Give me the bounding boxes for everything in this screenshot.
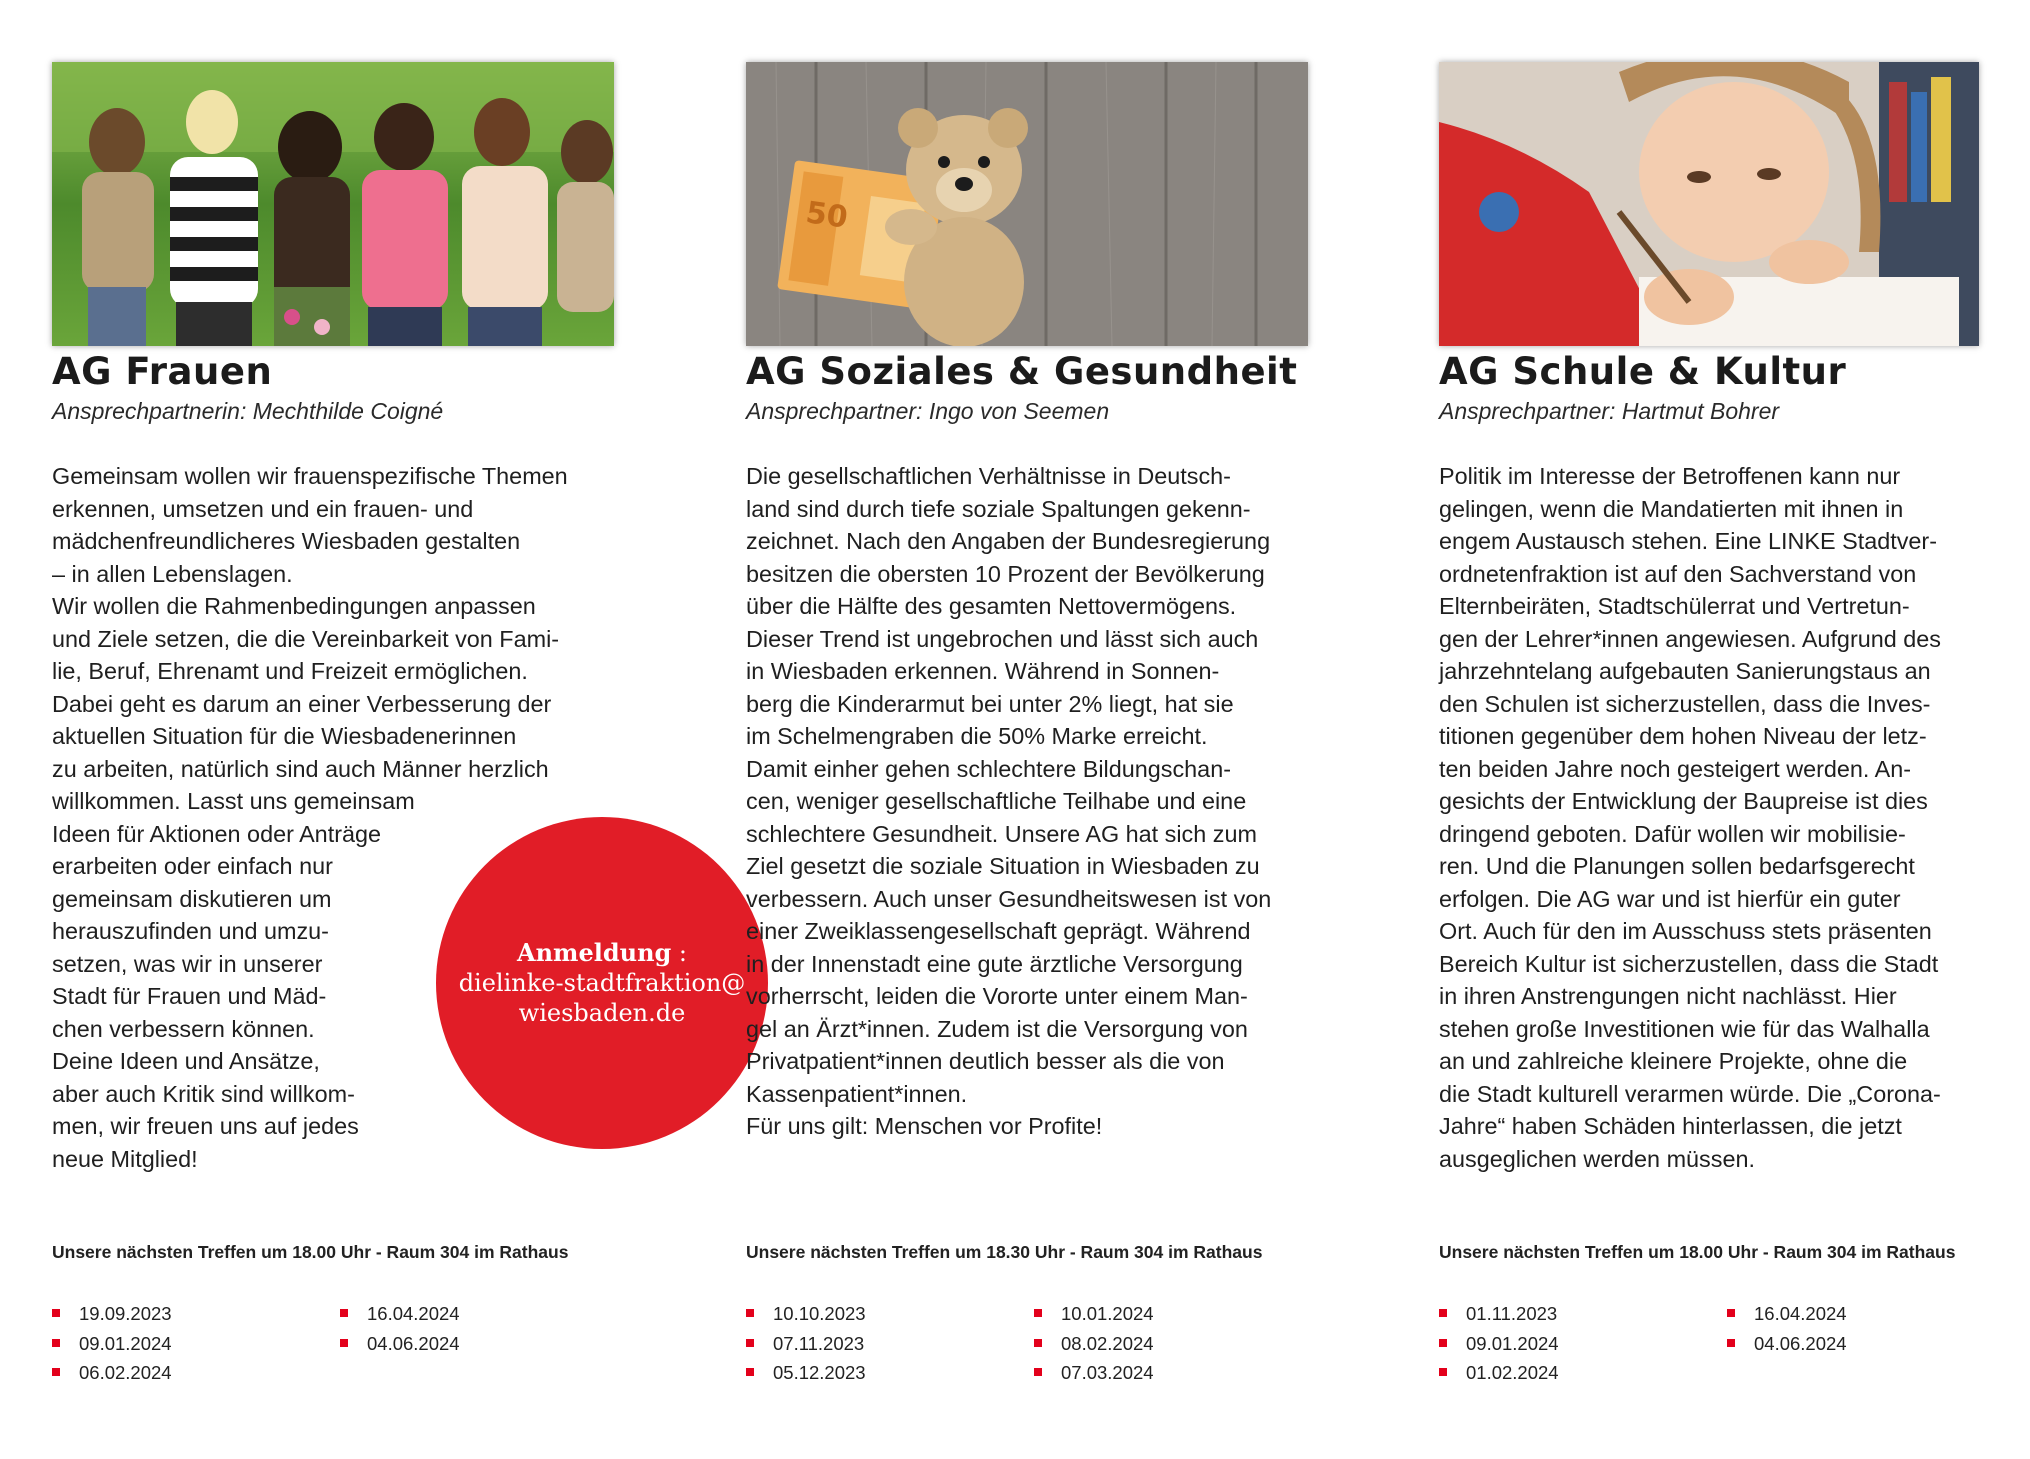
body-line: ten beiden Jahre noch gesteigert werden. An- [1439,755,1912,782]
meeting-info: Unsere nächsten Treffen um 18.00 Uhr - Raum 304 im Rathaus [52,1242,569,1262]
section-title: AG Soziales & Gesundheit [746,350,1298,393]
body-line: – in allen Lebenslagen. [52,560,293,587]
body-line: Bereich Kultur ist sicherzustellen, dass die Stadt [1439,950,1939,977]
body-line: Kassenpatient*innen. [746,1080,968,1107]
body-line: engem Austausch stehen. Eine LINKE Stadtver- [1439,528,1937,554]
body-line: herauszufinden und umzu- [52,918,329,944]
date-text: 07.03.2024 [1061,1362,1154,1383]
body-line: Ideen für Aktionen oder Anträge [52,820,382,847]
date-text: 09.01.2024 [1466,1332,1559,1354]
body-line: ausgeglichen werden müssen. [1439,1145,1755,1172]
contact-person: Ansprechpartner: Ingo von Seemen [746,398,1110,424]
body-line: gen der Lehrer*innen angewiesen. Aufgrund des [1439,625,1941,652]
body-line: gelingen, wenn die Mandatierten mit ihnen in [1439,495,1904,522]
body-line: berg die Kinderarmut bei unter 2% liegt, hat sie [746,690,1234,717]
body-line: verbessern. Auch unser Gesundheitswesen ist von [746,885,1272,912]
body-line: Wir wollen die Rahmenbedingungen anpassen [52,593,536,619]
body-line: schlechtere Gesundheit. Unsere AG hat sich zum [746,820,1257,847]
body-line: Ort. Auch für den im Ausschuss stets präsenten [1439,918,1932,944]
body-line: jahrzehntelang aufgebauten Sanierungstaus an [1439,658,1931,684]
section-body [1439,460,1941,1175]
date-text: 16.04.2024 [367,1303,460,1324]
body-line: Elternbeiräten, Stadtschülerrat und Vertretun- [1439,593,1910,619]
date-item [1439,1299,1727,1329]
meeting-info: Unsere nächsten Treffen um 18.30 Uhr - Raum 304 im Rathaus [746,1242,1263,1262]
body-line: mädchenfreundlicheres Wiesbaden gestalten [52,528,521,554]
body-line: aber auch Kritik sind willkom- [52,1080,355,1107]
body-line: im Schelmengraben die 50% Marke erreicht. [746,723,1208,749]
date-item [52,1358,340,1388]
date-item [1727,1299,1987,1329]
date-text: 04.06.2024 [1754,1332,1847,1354]
column-ag-schule-kultur [1439,0,2024,1459]
bullet-square-icon [1727,1309,1735,1317]
body-line: titionen gegenüber dem hohen Niveau der letz- [1439,723,1927,749]
bullet-square-icon [1034,1368,1042,1376]
body-line: vorherrscht, leiden die Vororte unter einem Man- [746,983,1248,1009]
bullet-square-icon [746,1309,754,1317]
body-line: gemeinsam diskutieren um [52,885,332,912]
badge-label: Anmeldung [516,938,672,967]
contact-person: Ansprechpartner: Hartmut Bohrer [1439,398,1780,424]
date-text: 01.11.2023 [1466,1303,1558,1324]
column-ag-soziales-gesundheit [746,0,1326,1459]
date-text: 10.10.2023 [773,1303,866,1324]
body-line: den Schulen ist sicherzustellen, dass die Inves- [1439,690,1931,717]
body-line: zu arbeiten, natürlich sind auch Männer herzlich [52,755,549,782]
body-line: Dabei geht es darum an einer Verbesserung der [52,690,552,717]
bullet-square-icon [340,1309,348,1317]
bullet-square-icon [52,1368,60,1376]
child-writing-image [1439,62,1979,346]
date-item [1727,1329,1987,1359]
date-text: 06.02.2024 [79,1362,172,1383]
date-item [52,1329,340,1359]
date-text: 07.11.2023 [773,1332,865,1354]
body-line: Politik im Interesse der Betroffenen kann nur [1439,463,1901,489]
body-line: einer Zweiklassengesellschaft geprägt. Während [746,918,1251,944]
body-line: Deine Ideen und Ansätze, [52,1048,320,1074]
date-item [52,1299,340,1329]
body-line: dringend geboten. Dafür wollen wir mobilisie- [1439,820,1906,847]
date-text: 08.02.2024 [1061,1332,1154,1354]
bullet-square-icon [1727,1339,1735,1347]
body-line: Privatpatient*innen deutlich besser als die von [746,1048,1225,1074]
bullet-square-icon [746,1368,754,1376]
body-line: die Stadt kulturell verarmen würde. Die „Corona- [1439,1080,1941,1107]
body-line: Stadt für Frauen und Mäd- [52,983,327,1009]
body-line: ordnetenfraktion ist auf den Sachverstand von [1439,560,1917,587]
date-text: 10.01.2024 [1061,1303,1154,1324]
teddy-bear-image [746,62,1308,346]
body-line: setzen, was wir in unserer [52,950,323,977]
body-line: neue Mitglied! [52,1145,198,1172]
body-line: besitzen die obersten 10 Prozent der Bevölkerung [746,560,1265,587]
date-text: 16.04.2024 [1754,1303,1847,1324]
column-ag-frauen [52,0,746,1459]
bullet-square-icon [1439,1309,1447,1317]
body-line: Gemeinsam wollen wir frauenspezifische Themen [52,463,568,489]
date-text: 01.02.2024 [1466,1362,1559,1383]
body-line: und Ziele setzen, die die Vereinbarkeit von Fami- [52,625,560,652]
date-text: 09.01.2024 [79,1332,172,1354]
bullet-square-icon [1439,1339,1447,1347]
meeting-info: Unsere nächsten Treffen um 18.00 Uhr - Raum 304 im Rathaus [1439,1242,1956,1262]
body-line: Dieser Trend ist ungebrochen und lässt sich auch [746,625,1259,652]
photo-women-group [52,62,614,346]
meeting-dates [1439,1299,1999,1388]
body-line: in ihren Anstrengungen nicht nachlässt. Hier [1439,983,1897,1009]
bullet-square-icon [746,1339,754,1347]
bullet-square-icon [52,1309,60,1317]
badge-email-line2[interactable]: wiesbaden.de [518,999,686,1027]
date-item [746,1329,1034,1359]
body-line: willkommen. Lasst uns gemeinsam [52,788,415,814]
badge-email-line1[interactable]: dielinke-stadtfraktion@ [458,969,746,997]
meeting-dates [746,1299,1306,1388]
body-line: erkennen, umsetzen und ein frauen- und [52,495,474,522]
body-line: gesichts der Entwicklung der Baupreise ist dies [1439,788,1928,814]
date-item [746,1299,1034,1329]
body-line: ren. Und die Planungen sollen bedarfsgerecht [1439,853,1915,879]
contact-person: Ansprechpartnerin: Mechthilde Coigné [52,398,444,424]
body-line: Jahre“ haben Schäden hinterlassen, die jetzt [1439,1113,1902,1139]
body-line: über die Hälfte des gesamten Nettovermögens. [746,593,1237,619]
date-item [340,1299,600,1329]
body-line: chen verbessern können. [52,1015,315,1042]
date-item [340,1329,600,1359]
date-item [1034,1358,1294,1388]
bullet-square-icon [1034,1309,1042,1317]
meeting-dates [52,1299,612,1388]
body-line: erarbeiten oder einfach nur [52,853,333,879]
photo-child-writing [1439,62,1979,346]
body-line: men, wir freuen uns auf jedes [52,1113,359,1139]
body-line: an und zahlreiche kleinere Projekte, ohne die [1439,1048,1908,1074]
women-group-image [52,62,614,346]
photo-teddy-bear-money [746,62,1308,346]
badge-label-line [517,938,687,968]
body-line: gel an Ärzt*innen. Zudem ist die Versorgung von [746,1015,1248,1042]
svg-text:50: 50 [803,195,850,236]
body-line: Für uns gilt: Menschen vor Profite! [746,1113,1103,1139]
date-item [746,1358,1034,1388]
body-line: aktuellen Situation für die Wiesbadenerinnen [52,723,517,749]
body-line: Damit einher gehen schlechtere Bildungschan- [746,755,1231,782]
date-text: 05.12.2023 [773,1362,866,1383]
body-line: lie, Beruf, Ehrenamt und Freizeit ermöglichen. [52,658,528,684]
body-line: in Wiesbaden erkennen. Während in Sonnen- [746,658,1220,684]
date-item [1034,1329,1294,1359]
section-title: AG Schule & Kultur [1439,350,1847,393]
section-title: AG Frauen [52,350,273,393]
date-item [1439,1329,1727,1359]
badge-colon: : [671,939,688,967]
section-body [746,460,1271,1143]
bullet-square-icon [52,1339,60,1347]
bullet-square-icon [1034,1339,1042,1347]
body-line: Die gesellschaftlichen Verhältnisse in Deutsch- [746,463,1231,489]
date-text: 19.09.2023 [79,1303,172,1324]
body-line: erfolgen. Die AG war und ist hierfür ein guter [1439,885,1901,912]
bullet-square-icon [1439,1368,1447,1376]
body-line: Ziel gesetzt die soziale Situation in Wiesbaden zu [746,853,1260,879]
body-line: stehen große Investitionen wie für das Walhalla [1439,1015,1930,1042]
bullet-square-icon [340,1339,348,1347]
body-line: in der Innenstadt eine gute ärztliche Versorgung [746,950,1243,977]
registration-badge[interactable] [436,817,768,1149]
body-line: zeichnet. Nach den Angaben der Bundesregierung [746,528,1271,554]
date-text: 04.06.2024 [367,1332,460,1354]
body-line: cen, weniger gesellschaftliche Teilhabe und eine [746,788,1247,814]
body-line: land sind durch tiefe soziale Spaltungen gekenn- [746,495,1251,522]
date-item [1439,1358,1727,1388]
date-item [1034,1299,1294,1329]
